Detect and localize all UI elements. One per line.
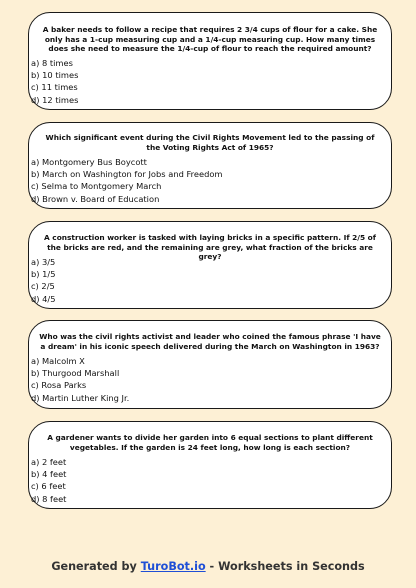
question-text: Which significant event during the Civil Rights Movement led to the passing of the Voting Rights Act of 1965?: [45, 133, 375, 152]
answer-option: c) 6 feet: [31, 481, 66, 492]
answer-options: [31, 156, 223, 205]
answer-option: b) 10 times: [31, 70, 79, 81]
answer-option: b) Thurgood Marshall: [31, 368, 120, 379]
brand-link[interactable]: TuroBot.io: [140, 560, 206, 573]
question-card-3: [28, 221, 392, 309]
answer-options: [31, 57, 78, 106]
answer-option: d) Martin Luther King Jr.: [31, 392, 130, 403]
answer-option: a) 8 times: [31, 58, 73, 68]
answer-options: [31, 256, 56, 305]
question-card-5: [28, 421, 392, 509]
question-text: Who was the civil rights activist and leader who coined the famous phrase 'I have a dream' in his iconic speech delivered during the March on Washington in 1963?: [39, 332, 381, 351]
footer-suffix: - Worksheets in Seconds: [205, 560, 365, 573]
answer-option: a) 3/5: [31, 257, 56, 267]
question-text: A baker needs to follow a recipe that requires 2 3/4 cups of flour for a cake. She only has a 1-cup measuring cup and a 1/4-cup measuring cup. How many times does she need to measure the 1/4-cup of flour to reach the required amount?: [42, 25, 378, 54]
answer-option: b) March on Washington for Jobs and Freedom: [31, 169, 223, 180]
question-text: A construction worker is tasked with laying bricks in a specific pattern. If 2/5 of the bricks are red, and the remaining are grey, what fraction of the bricks are grey?: [44, 233, 376, 262]
answer-option: c) Rosa Parks: [31, 380, 87, 391]
answer-option: b) 1/5: [31, 269, 56, 280]
question-text: A gardener wants to divide her garden into 6 equal sections to plant different vegetables. If the garden is 24 feet long, how long is each section?: [47, 433, 373, 452]
answer-options: [31, 456, 66, 505]
answer-option: c) 2/5: [31, 281, 55, 292]
answer-option: b) 4 feet: [31, 469, 67, 480]
answer-option: c) 11 times: [31, 82, 78, 93]
answer-option: a) Malcolm X: [31, 356, 85, 366]
answer-options: [31, 355, 129, 404]
footer-prefix: Generated by: [51, 560, 141, 573]
answer-option: d) 8 feet: [31, 493, 67, 504]
footer: [0, 560, 416, 573]
answer-option: d) 12 times: [31, 94, 79, 105]
answer-option: d) 4/5: [31, 293, 56, 304]
answer-option: a) Montgomery Bus Boycott: [31, 157, 147, 167]
answer-option: c) Selma to Montgomery March: [31, 181, 162, 192]
question-card-4: [28, 320, 392, 409]
answer-option: d) Brown v. Board of Education: [31, 193, 160, 204]
question-card-2: [28, 122, 392, 209]
answer-option: a) 2 feet: [31, 457, 67, 467]
question-card-1: [28, 12, 392, 110]
